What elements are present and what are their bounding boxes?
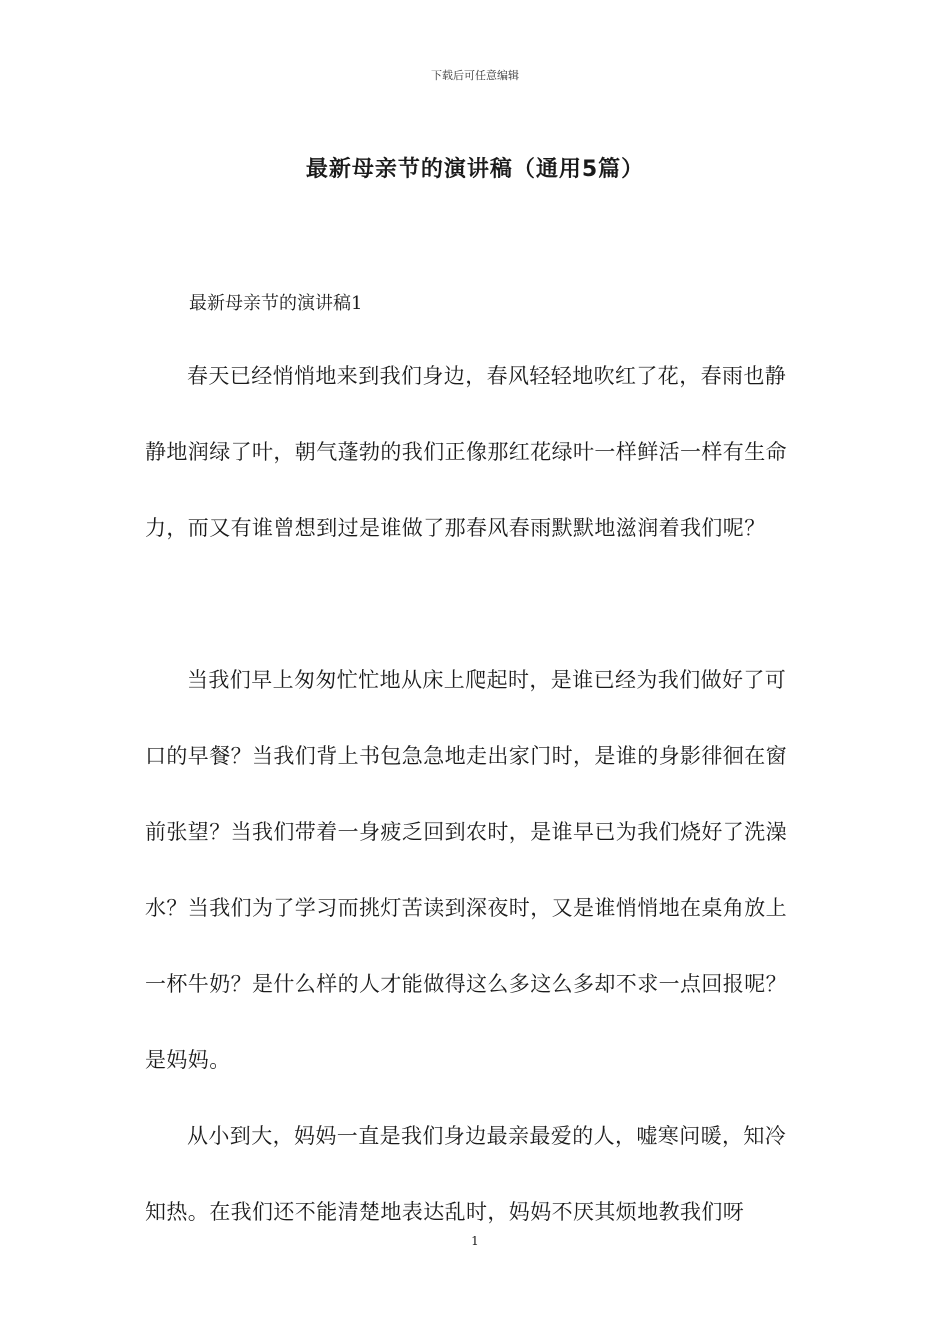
document-title: 最新母亲节的演讲稿（通用5篇）	[305, 157, 645, 182]
paragraph-1: 春天已经悄悄地来到我们身边，春风轻轻地吹红了花，春雨也静静地润绿了叶，朝气蓬勃的我们正像那红花绿叶一样鲜活一样有生命力，而又有谁曾想到过是谁做了那春风春雨默默地滋润着我们呢？	[145, 364, 787, 540]
paragraph-3: 从小到大，妈妈一直是我们身边最亲最爱的人，嘘寒问暖，知冷知热。在我们还不能清楚地表达乱时，妈妈不厌其烦地教我们呀	[145, 1124, 787, 1224]
page-number: 1	[471, 1234, 479, 1248]
section-heading: 最新母亲节的演讲稿1	[189, 293, 363, 314]
header-note: 下载后可任意编辑	[431, 69, 519, 82]
paragraph-2: 当我们早上匆匆忙忙地从床上爬起时，是谁已经为我们做好了可口的早餐？当我们背上书包急急地走出家门时，是谁的身影徘徊在窗前张望？当我们带着一身疲乏回到农时，是谁早已为我们烧好了洗澡水？当我们为了学习而挑灯苦读到深夜时，又是谁悄悄地在桌角放上一杯牛奶？是什么样的人才能做得这么多这么多却不求一点回报呢？是妈妈。	[145, 668, 787, 1072]
